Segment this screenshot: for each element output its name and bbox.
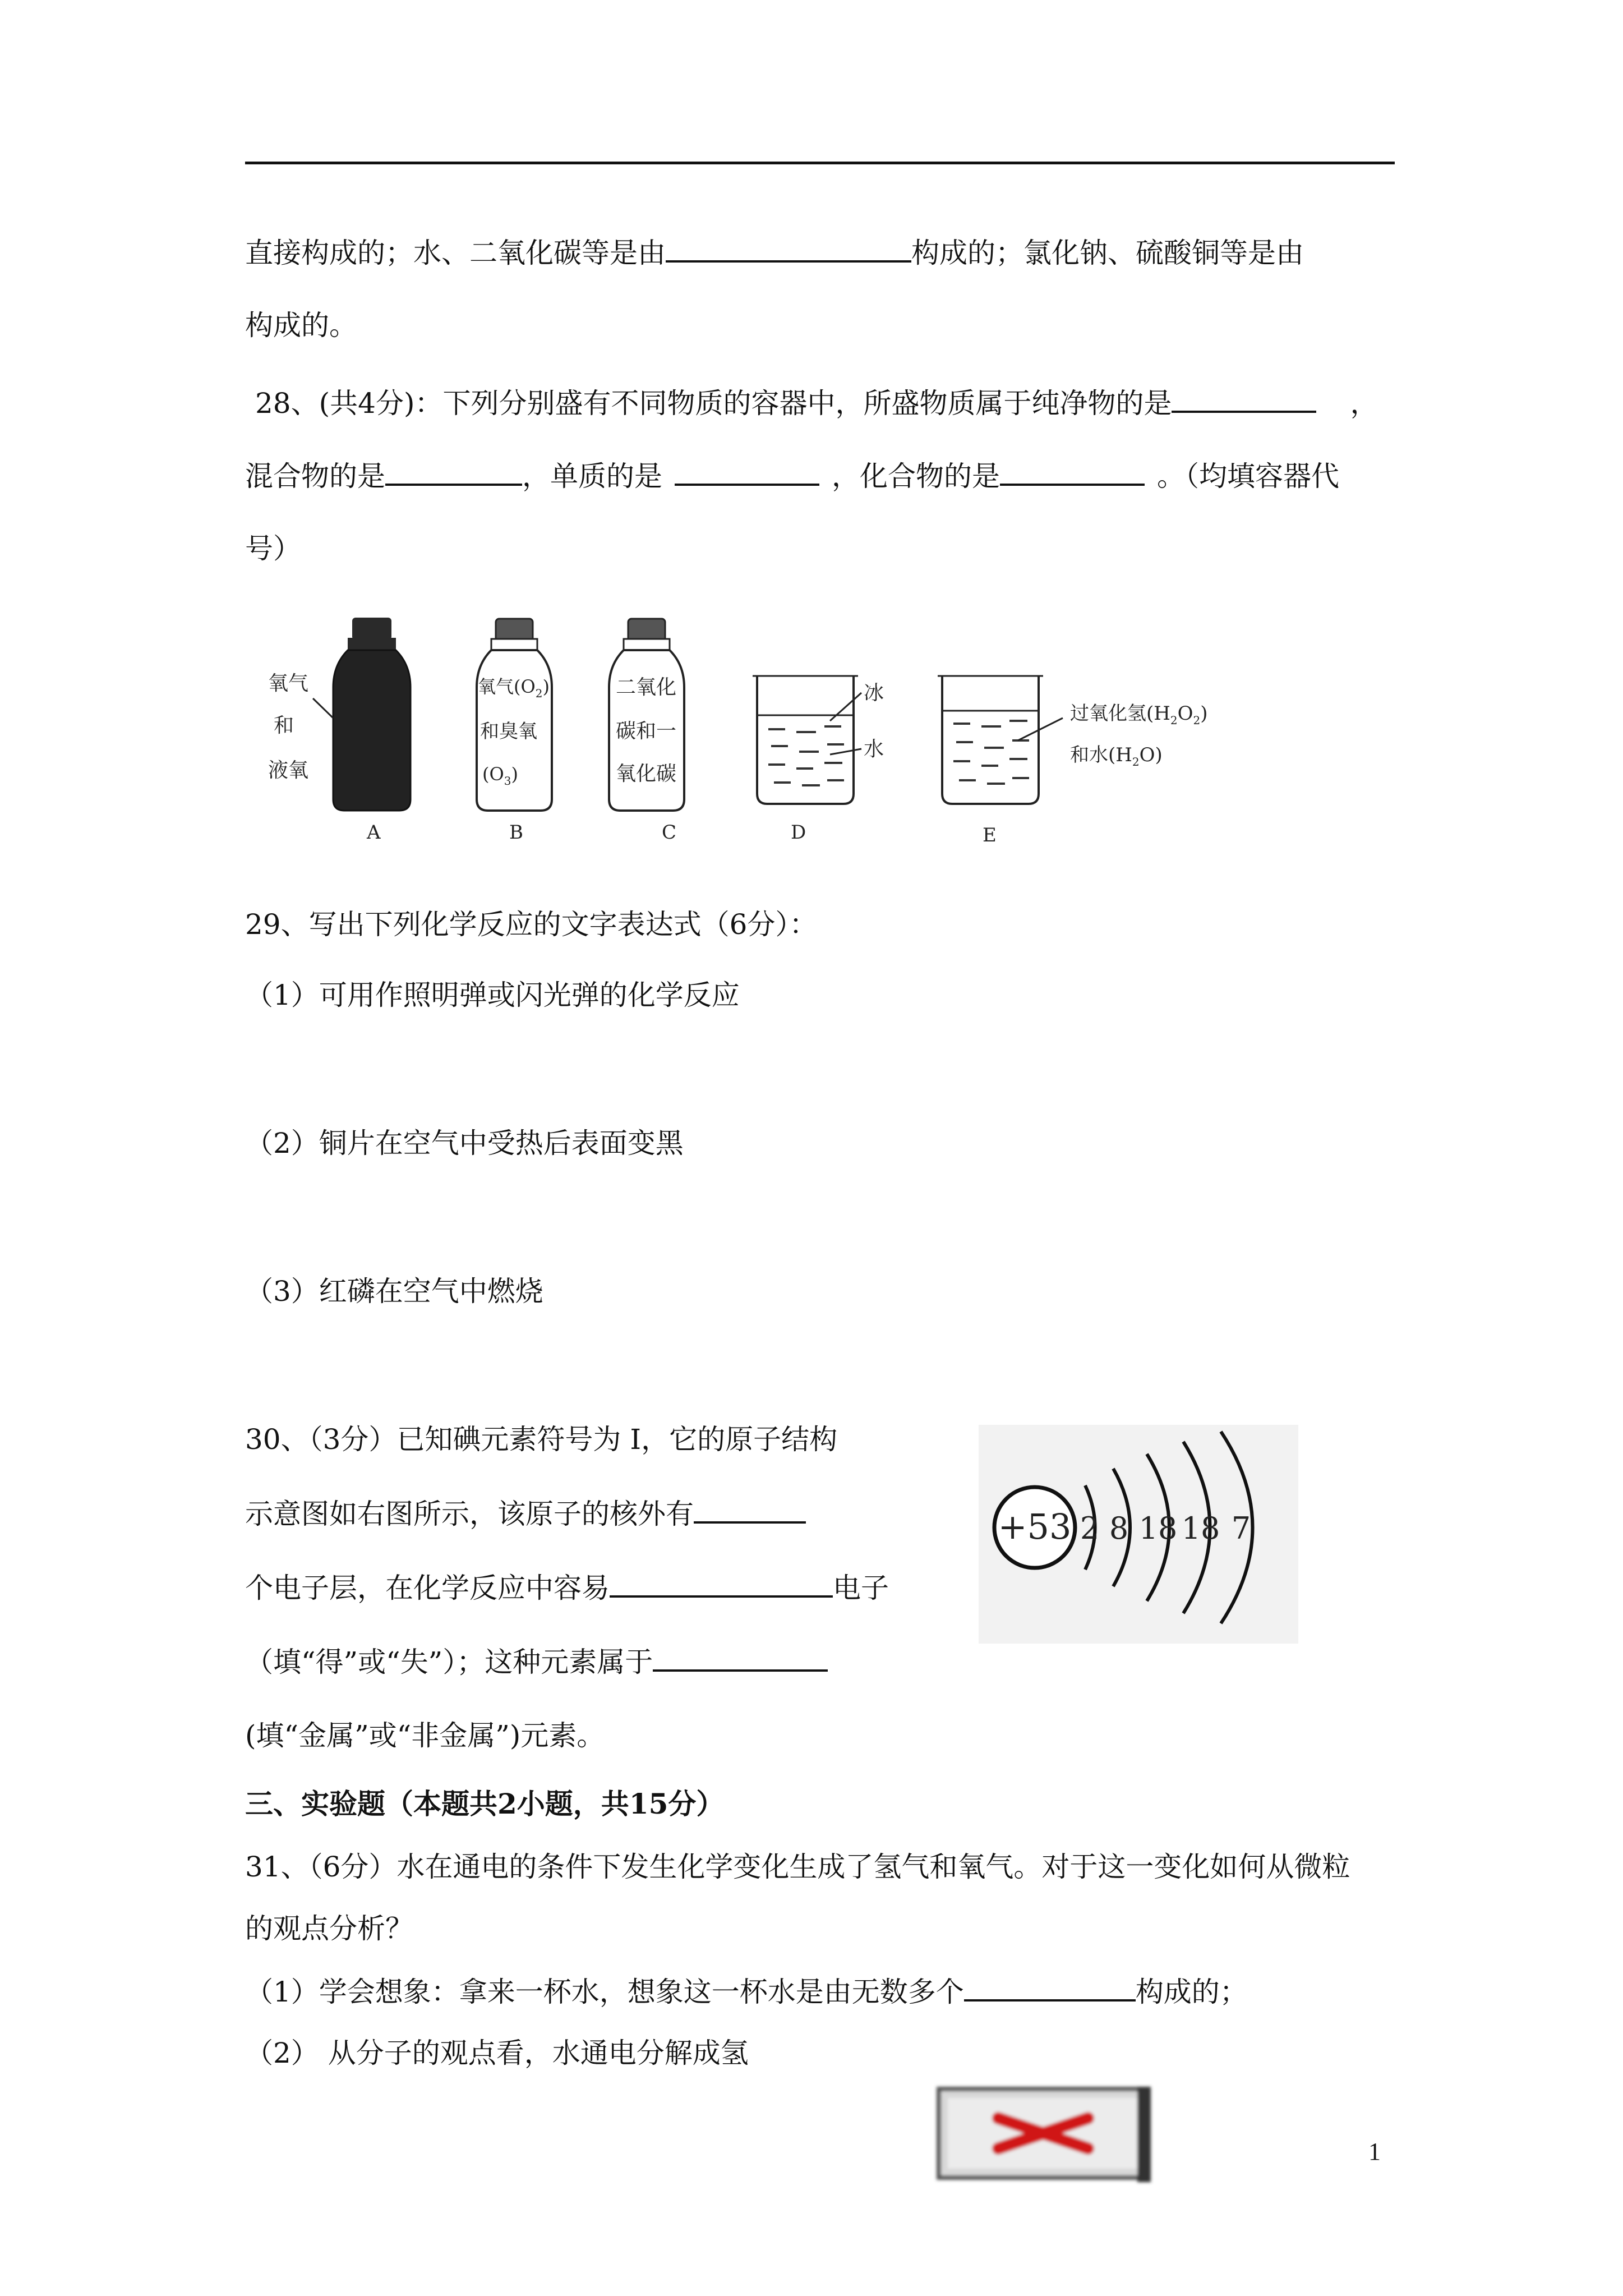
svg-text:(O3): [482, 763, 518, 788]
section3-title: 三、实验题（本题共2小题，共15分）: [245, 1787, 725, 1820]
q30-line5: (填“金属”或“非金属”)元素。: [245, 1719, 605, 1752]
label-d: D: [791, 821, 806, 844]
q28-line2: [245, 459, 1339, 493]
shell-1: 2: [1080, 1511, 1100, 1546]
bottle-b-text-1: 氧气(O: [478, 676, 536, 697]
q28-blank-compound[interactable]: [1000, 459, 1145, 486]
q27-line1: [245, 236, 1304, 270]
q29-title: 29、写出下列化学反应的文字表达式（6分）：: [245, 908, 818, 941]
nucleus-charge: +53: [998, 1506, 1072, 1547]
q31-item1: [245, 1975, 1248, 2009]
q30-text-2: 示意图如右图所示，该原子的核外有: [245, 1498, 694, 1530]
q30-blank-type[interactable]: [653, 1645, 828, 1672]
shell-5: 7: [1231, 1511, 1251, 1546]
q31-text-1a: （1）学会想象：拿来一杯水，想象这一杯水是由无数多个: [245, 1976, 964, 2008]
bottle-b-text-3: (O: [482, 763, 504, 785]
beaker-e-text-2: 和水(H: [1070, 744, 1132, 766]
q28-text-a: 28、(共4分)：下列分别盛有不同物质的容器中，所盛物质属于纯净物的是: [255, 387, 1172, 420]
bottle-b-end-3: ): [511, 763, 518, 785]
q30-text-3a: 个电子层，在化学反应中容易: [245, 1572, 610, 1604]
q28-line1: [255, 386, 1378, 420]
bottle-b-sub-1: 2: [535, 687, 543, 700]
q29-item3: （3）红磷在空气中燃烧: [245, 1275, 543, 1308]
label-a: A: [367, 821, 381, 844]
q30-line2: [245, 1497, 806, 1531]
q31-text-1b: 构成的；: [1135, 1976, 1248, 2008]
iodine-atom-diagram: [979, 1425, 1298, 1644]
q30-blank-electron[interactable]: [610, 1571, 833, 1598]
page-number: 1: [1368, 2138, 1381, 2165]
q29-item1: （1）可用作照明弹或闪光弹的化学反应: [245, 979, 740, 1011]
beaker-e-end-2: O): [1139, 744, 1163, 766]
bottle-b-sub-3: 3: [504, 774, 511, 788]
q31-line1: 31、（6分）水在通电的条件下发生化学变化生成了氢气和氧气。对于这一变化如何从微粒: [245, 1851, 1350, 1883]
q28-text-b: ，: [1350, 387, 1378, 420]
q27-text-a: 直接构成的；水、二氧化碳等是由: [245, 237, 666, 269]
bottle-a-text-2: 和: [274, 714, 294, 737]
beaker-d: [753, 676, 884, 804]
beaker-e-text-1: 过氧化氢(H: [1070, 702, 1170, 725]
bottle-b-text-2: 和臭氧: [480, 720, 537, 743]
q29-item2: （2）铜片在空气中受热后表面变黑: [245, 1127, 684, 1159]
shell-4: 18: [1181, 1511, 1220, 1546]
q27-blank-1[interactable]: [666, 236, 911, 263]
beaker-d-ice: 冰: [864, 682, 884, 705]
svg-text:过氧化氢(H2O2): [1070, 702, 1208, 727]
q28-blank-mixture[interactable]: [385, 459, 522, 486]
q31-item2: （2） 从分子的观点看，水通电分解成氢: [245, 2037, 749, 2069]
beaker-e-mid-1: O: [1177, 702, 1193, 725]
bottle-a: [268, 618, 411, 811]
q28-text-end: 。（均填容器代: [1157, 460, 1339, 493]
bottle-a-text-3: 液氧: [268, 759, 309, 782]
q27-text-b: 构成的；氯化钠、硫酸铜等是由: [911, 237, 1304, 269]
q28-text-mix: 混合物的是: [245, 460, 385, 493]
label-b: B: [509, 821, 523, 844]
header-rule: [245, 162, 1395, 164]
q30-text-3b: 电子: [833, 1572, 889, 1604]
q28-text-compound: ，化合物的是: [832, 460, 1000, 493]
label-c: C: [662, 821, 677, 844]
q30-line4: [245, 1645, 828, 1679]
q30-text-4: （填“得”或“失”）；这种元素属于: [245, 1646, 653, 1678]
q28-line3: 号）: [245, 532, 301, 565]
q28-blank-pure[interactable]: [1172, 386, 1316, 413]
beaker-e-end-1: ): [1200, 702, 1208, 725]
svg-text:和水(H2O): [1070, 744, 1163, 769]
shell-3: 18: [1138, 1511, 1178, 1546]
beaker-e-sub2-1: 2: [1193, 714, 1201, 727]
beaker-e: [938, 676, 1208, 804]
q30-blank-layers[interactable]: [694, 1497, 806, 1524]
bottle-c-text-3: 氧化碳: [616, 762, 677, 785]
bottle-c-text-2: 碳和一: [616, 720, 677, 743]
q31-blank-particle[interactable]: [964, 1975, 1136, 2001]
bottle-c-text-1: 二氧化: [616, 676, 677, 699]
beaker-e-sub-1: 2: [1170, 714, 1178, 727]
bottle-c: [609, 619, 684, 811]
q31-line2: 的观点分析？: [245, 1912, 413, 1945]
bottle-b: [477, 619, 552, 811]
q30-line3: [245, 1571, 889, 1605]
beaker-e-sub-2: 2: [1132, 755, 1140, 769]
q28-text-element: ，单质的是: [522, 460, 662, 493]
containers-figure: [264, 614, 1234, 855]
q30-line1: 30、（3分）已知碘元素符号为 I，它的原子结构: [245, 1423, 838, 1456]
q28-blank-element[interactable]: [675, 459, 819, 486]
shell-2: 8: [1109, 1511, 1129, 1546]
beaker-d-water: 水: [864, 738, 884, 761]
q27-line2: 构成的。: [245, 309, 357, 342]
bottle-b-end-1: ): [542, 676, 550, 697]
label-e: E: [983, 824, 997, 846]
bottle-a-text-1: 氧气: [268, 672, 309, 695]
broken-image-icon: [931, 2081, 1166, 2188]
